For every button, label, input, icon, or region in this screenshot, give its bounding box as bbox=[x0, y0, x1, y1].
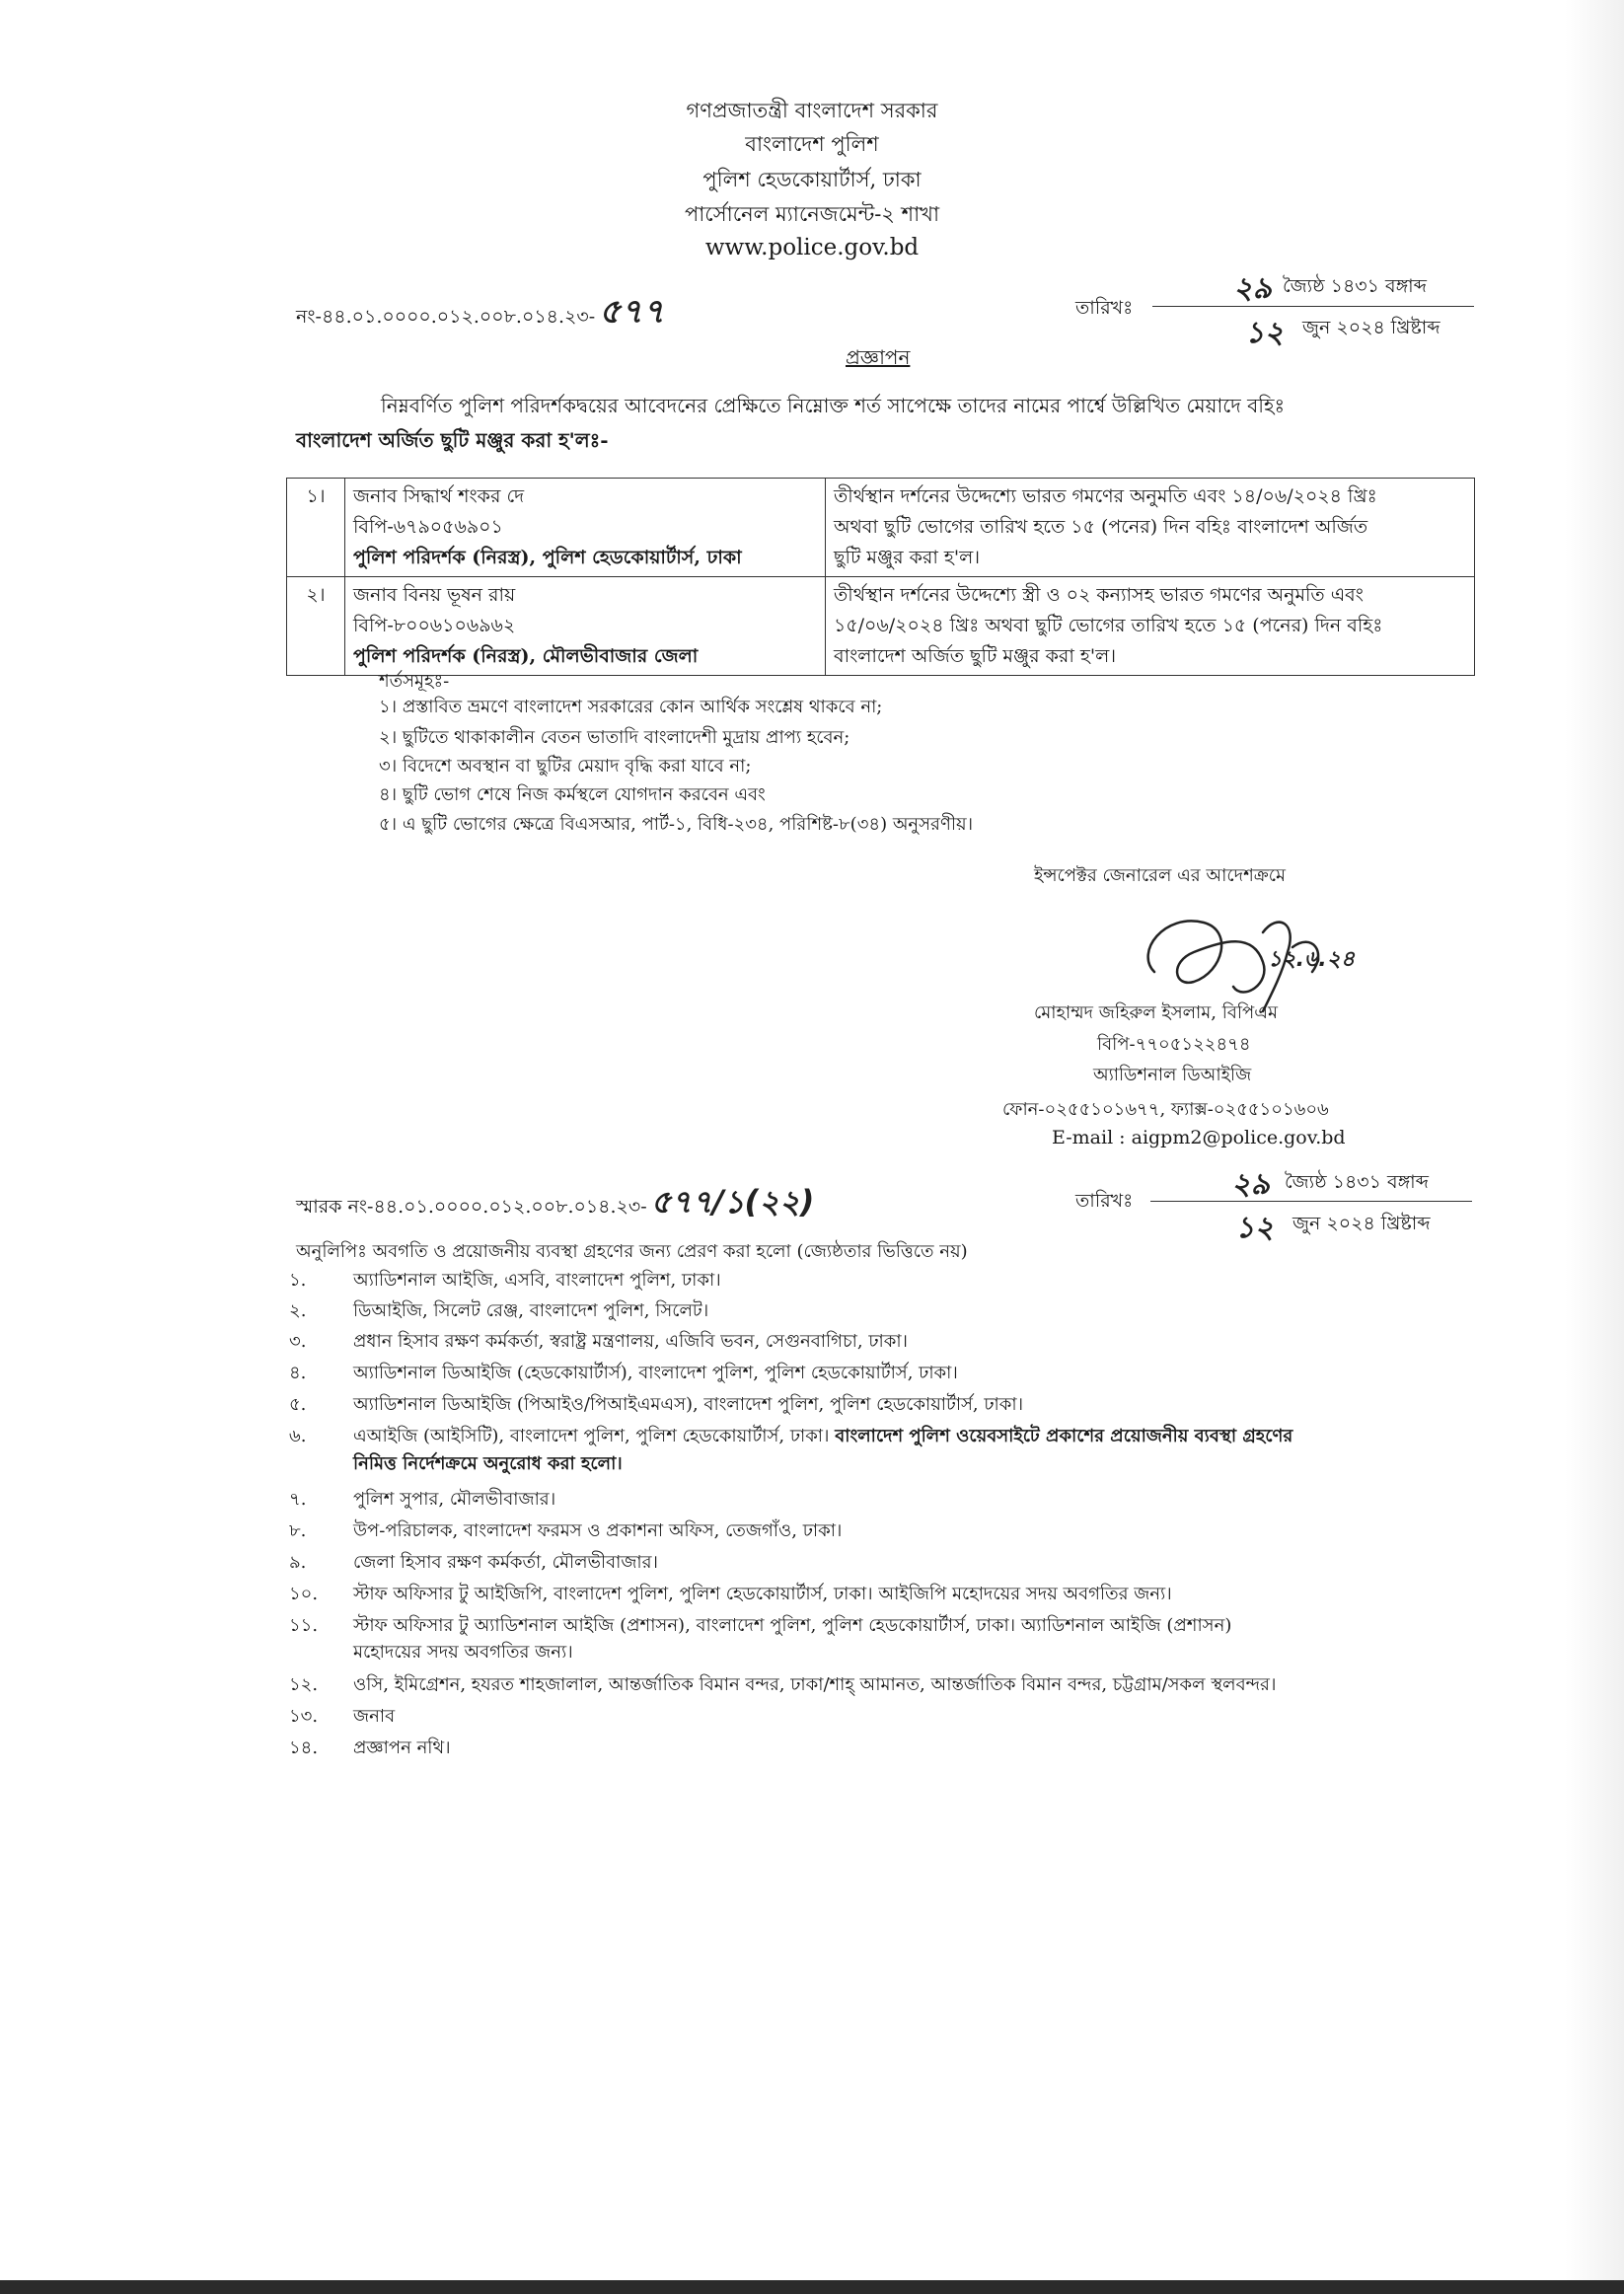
leave-detail-line: অথবা ছুটি ভোগের তারিখ হতে ১৫ (পনের) দিন বহিঃ বাংলাদেশ অর্জিত bbox=[834, 516, 1368, 538]
officer-cell bbox=[345, 479, 826, 577]
condition-item: ১। প্রস্তাবিত ভ্রমণে বাংলাদেশ সরকারের কোন আর্থিক সংশ্লেষ থাকবে না; bbox=[379, 697, 883, 717]
date-english-handwritten: ১২ bbox=[1245, 316, 1284, 350]
distribution-number: ১৩. bbox=[289, 1706, 319, 1727]
distribution-number: ৪. bbox=[289, 1363, 307, 1383]
distribution-number: ৫. bbox=[289, 1394, 307, 1415]
distribution-item-cont: মহোদয়ের সদয় অবগতির জন্য। bbox=[353, 1642, 573, 1663]
date2-bangla: জ্যৈষ্ঠ ১৪৩১ বঙ্গাব্দ bbox=[1285, 1171, 1430, 1193]
orders-table bbox=[286, 478, 1475, 676]
leave-detail-line: তীর্থস্থান দর্শনের উদ্দেশ্যে স্ত্রী ও ০২ কন্যাসহ ভারত গমণের অনুমতি এবং bbox=[834, 584, 1364, 606]
govt-name: গণপ্রজাতন্ত্রী বাংলাদেশ সরকার bbox=[686, 99, 938, 122]
date2-english-handwritten: ১২ bbox=[1235, 1211, 1274, 1245]
distribution-number: ৭. bbox=[289, 1489, 307, 1510]
distribution-number: ১২. bbox=[289, 1674, 319, 1695]
leave-detail-line: বাংলাদেশ অর্জিত ছুটি মঞ্জুর করা হ'ল। bbox=[834, 645, 1117, 667]
date2-english: জুন ২০২৪ খ্রিষ্টাব্দ bbox=[1292, 1213, 1431, 1234]
distribution-item: অ্যাডিশনাল ডিআইজি (পিআইও/পিআইএমএস), বাংলাদেশ পুলিশ, পুলিশ হেডকোয়ার্টার্স, ঢাকা। bbox=[353, 1394, 1024, 1415]
distribution-number: ১১. bbox=[289, 1615, 319, 1636]
distribution-item: পুলিশ সুপার, মৌলভীবাজার। bbox=[353, 1489, 556, 1510]
distribution-item: স্টাফ অফিসার টু অ্যাডিশনাল আইজি (প্রশাসন), বাংলাদেশ পুলিশ, পুলিশ হেডকোয়ার্টার্স, ঢাকা। অ্যাডিশনাল আইজি (প্রশাসন) bbox=[353, 1615, 1232, 1636]
distribution-item: প্রজ্ঞাপন নথি। bbox=[353, 1738, 451, 1758]
officer-designation: পুলিশ পরিদর্শক (নিরস্ত্র), পুলিশ হেডকোয়ার্টার্স, ঢাকা bbox=[353, 547, 742, 568]
order-by: ইন্সপেক্টর জেনারেল এর আদেশক্রমে bbox=[1034, 865, 1287, 886]
officer-name: জনাব সিদ্ধার্থ শংকর দে bbox=[353, 485, 525, 507]
signatory-bp: বিপি-৭৭০৫১২২৪৭৪ bbox=[1097, 1034, 1251, 1055]
office-name: পুলিশ হেডকোয়ার্টার্স, ঢাকা bbox=[702, 168, 922, 191]
leave-detail-line: তীর্থস্থান দর্শনের উদ্দেশ্যে ভারত গমণের অনুমতি এবং ১৪/০৬/২০২৪ খ্রিঃ bbox=[834, 485, 1377, 507]
date2-divider bbox=[1150, 1201, 1472, 1202]
leave-detail-line: ছুটি মঞ্জুর করা হ'ল। bbox=[834, 547, 981, 568]
dept-name: বাংলাদেশ পুলিশ bbox=[745, 132, 879, 156]
signatory-name: মোহাম্মদ জহিরুল ইসলাম, বিপিএম bbox=[1034, 1002, 1278, 1023]
notice-title: প্রজ্ঞাপন bbox=[846, 345, 911, 369]
row-number: ২। bbox=[287, 577, 345, 676]
memo-number-handwritten: ৫৭৭ bbox=[599, 292, 665, 332]
intro-line-2: বাংলাদেশ অর্জিত ছুটি মঞ্জুর করা হ'লঃ- bbox=[296, 428, 609, 452]
date-bangla-handwritten: ২৯ bbox=[1233, 271, 1272, 306]
officer-cell bbox=[345, 577, 826, 676]
table-row bbox=[287, 479, 1475, 577]
condition-item: ৪। ছুটি ভোগ শেষে নিজ কর্মস্থলে যোগদান করবেন এবং bbox=[379, 784, 766, 805]
distribution-heading: অনুলিপিঃ অবগতি ও প্রয়োজনীয় ব্যবস্থা গ্রহণের জন্য প্রেরণ করা হলো (জ্যেষ্ঠতার ভিত্তিতে নয়) bbox=[296, 1241, 968, 1262]
intro-line-1: নিম্নবর্ণিত পুলিশ পরিদর্শকদ্বয়ের আবেদনের প্রেক্ষিতে নিম্নোক্ত শর্ত সাপেক্ষে তাদের নামের পার্শ্বে উল্লিখিত মেয়াদে বহিঃ bbox=[381, 394, 1286, 417]
condition-item: ২। ছুটিতে থাকাকালীন বেতন ভাতাদি বাংলাদেশী মুদ্রায় প্রাপ্য হবেন; bbox=[379, 727, 850, 748]
distribution-number: ৬. bbox=[289, 1426, 307, 1446]
distribution-item-emphasis-cont: নিমিত্ত নির্দেশক্রমে অনুরোধ করা হলো। bbox=[353, 1453, 623, 1474]
distribution-number: ২. bbox=[289, 1300, 307, 1321]
officer-bp: বিপি-৬৭৯০৫৬৯০১ bbox=[353, 516, 503, 538]
officer-bp: বিপি-৮০০৬১০৬৯৬২ bbox=[353, 615, 516, 636]
date2-bangla-handwritten: ২৯ bbox=[1231, 1167, 1270, 1202]
date-english: জুন ২০২৪ খ্রিষ্টাব্দ bbox=[1302, 317, 1440, 338]
distribution-number: ১. bbox=[289, 1270, 307, 1291]
scan-bottom-edge bbox=[0, 2280, 1624, 2294]
scan-edge-shadow bbox=[1565, 0, 1624, 2294]
condition-item: ৫। এ ছুটি ভোগের ক্ষেত্রে বিএসআর, পার্ট-১, বিধি-২৩৪, পরিশিষ্ট-৮(৩৪) অনুসরণীয়। bbox=[379, 814, 974, 835]
distribution-number: ৩. bbox=[289, 1331, 307, 1352]
distribution-number: ৮. bbox=[289, 1520, 307, 1541]
leave-detail-line: ১৫/০৬/২০২৪ খ্রিঃ অথবা ছুটি ভোগের তারিখ হতে ১৫ (পনের) দিন বহিঃ bbox=[834, 615, 1383, 636]
distribution-item: উপ-পরিচালক, বাংলাদেশ ফরমস ও প্রকাশনা অফিস, তেজগাঁও, ঢাকা। bbox=[353, 1520, 843, 1541]
signatory-phone: ফোন-০২৫৫১০১৬৭৭, ফ্যাক্স-০২৫৫১০১৬০৬ bbox=[1002, 1099, 1329, 1120]
distribution-item: অ্যাডিশনাল আইজি, এসবি, বাংলাদেশ পুলিশ, ঢাকা। bbox=[353, 1270, 721, 1291]
distribution-item: ডিআইজি, সিলেট রেঞ্জ, বাংলাদেশ পুলিশ, সিলেট। bbox=[353, 1300, 709, 1321]
distribution-number: ১০. bbox=[289, 1584, 319, 1604]
distribution-item: অ্যাডিশনাল ডিআইজি (হেডকোয়ার্টার্স), বাংলাদেশ পুলিশ, পুলিশ হেডকোয়ার্টার্স, ঢাকা। bbox=[353, 1363, 958, 1383]
distribution-number: ৯. bbox=[289, 1552, 307, 1573]
distribution-item: প্রধান হিসাব রক্ষণ কর্মকর্তা, স্বরাষ্ট্র মন্ত্রণালয়, এজিবি ভবন, সেগুনবাগিচা, ঢাকা। bbox=[353, 1331, 908, 1352]
distribution-item-emphasis: বাংলাদেশ পুলিশ ওয়েবসাইটে প্রকাশের প্রয়োজনীয় ব্যবস্থা গ্রহণের bbox=[835, 1426, 1293, 1446]
leave-detail-cell bbox=[826, 577, 1475, 676]
signature-date-handwritten: ১২.৬.২৪ bbox=[1268, 947, 1356, 972]
date2-label: তারিখঃ bbox=[1075, 1190, 1134, 1212]
leave-detail-cell bbox=[826, 479, 1475, 577]
date-bangla: জ্যৈষ্ঠ ১৪৩১ বঙ্গাব্দ bbox=[1283, 275, 1428, 297]
distribution-item: এআইজি (আইসিটি), বাংলাদেশ পুলিশ, পুলিশ হেডকোয়ার্টার্স, ঢাকা। বাংলাদেশ পুলিশ ওয়েবসাইটে প্রকাশের প্রয়োজনীয় ব্যবস্থা গ্রহণের bbox=[353, 1426, 1293, 1446]
distribution-item: জেলা হিসাব রক্ষণ কর্মকর্তা, মৌলভীবাজার। bbox=[353, 1552, 658, 1573]
website: www.police.gov.bd bbox=[704, 235, 920, 260]
distribution-item: স্টাফ অফিসার টু আইজিপি, বাংলাদেশ পুলিশ, পুলিশ হেডকোয়ার্টার্স, ঢাকা। আইজিপি মহোদয়ের সদয় অবগতির জন্য। bbox=[353, 1584, 1172, 1604]
branch-name: পার্সোনেল ম্যানেজমেন্ট-২ শাখা bbox=[684, 202, 940, 226]
date-label: তারিখঃ bbox=[1075, 297, 1134, 319]
memo-number: নং-৪৪.০১.০০০০.০১২.০০৮.০১৪.২৩- ৫৭৭ bbox=[296, 292, 665, 332]
memo2-number: স্মারক নং-৪৪.০১.০০০০.০১২.০০৮.০১৪.২৩- ৫৭৭/১(২২) bbox=[296, 1183, 815, 1221]
date-divider bbox=[1152, 306, 1474, 307]
officer-designation: পুলিশ পরিদর্শক (নিরস্ত্র), মৌলভীবাজার জেলা bbox=[353, 645, 699, 667]
conditions-heading: শর্তসমূহঃ- bbox=[379, 671, 450, 692]
signatory-email: E-mail : aigpm2@police.gov.bd bbox=[1052, 1127, 1346, 1148]
row-number: ১। bbox=[287, 479, 345, 577]
table-row bbox=[287, 577, 1475, 676]
distribution-number: ১৪. bbox=[289, 1738, 319, 1758]
officer-name: জনাব বিনয় ভূষন রায় bbox=[353, 584, 516, 606]
distribution-item: ওসি, ইমিগ্রেশন, হযরত শাহজালাল, আন্তর্জাতিক বিমান বন্দর, ঢাকা/শাহ্ আমানত, আন্তর্জাতিক বিমান বন্দর, চট্টগ্রাম/সকল স্থলবন্দর। bbox=[353, 1674, 1277, 1695]
signatory-designation: অ্যাডিশনাল ডিআইজি bbox=[1093, 1065, 1252, 1085]
memo2-number-handwritten: ৫৭৭/১(২২) bbox=[650, 1183, 815, 1221]
distribution-item: জনাব bbox=[353, 1706, 396, 1727]
condition-item: ৩। বিদেশে অবস্থান বা ছুটির মেয়াদ বৃদ্ধি করা যাবে না; bbox=[379, 756, 752, 777]
